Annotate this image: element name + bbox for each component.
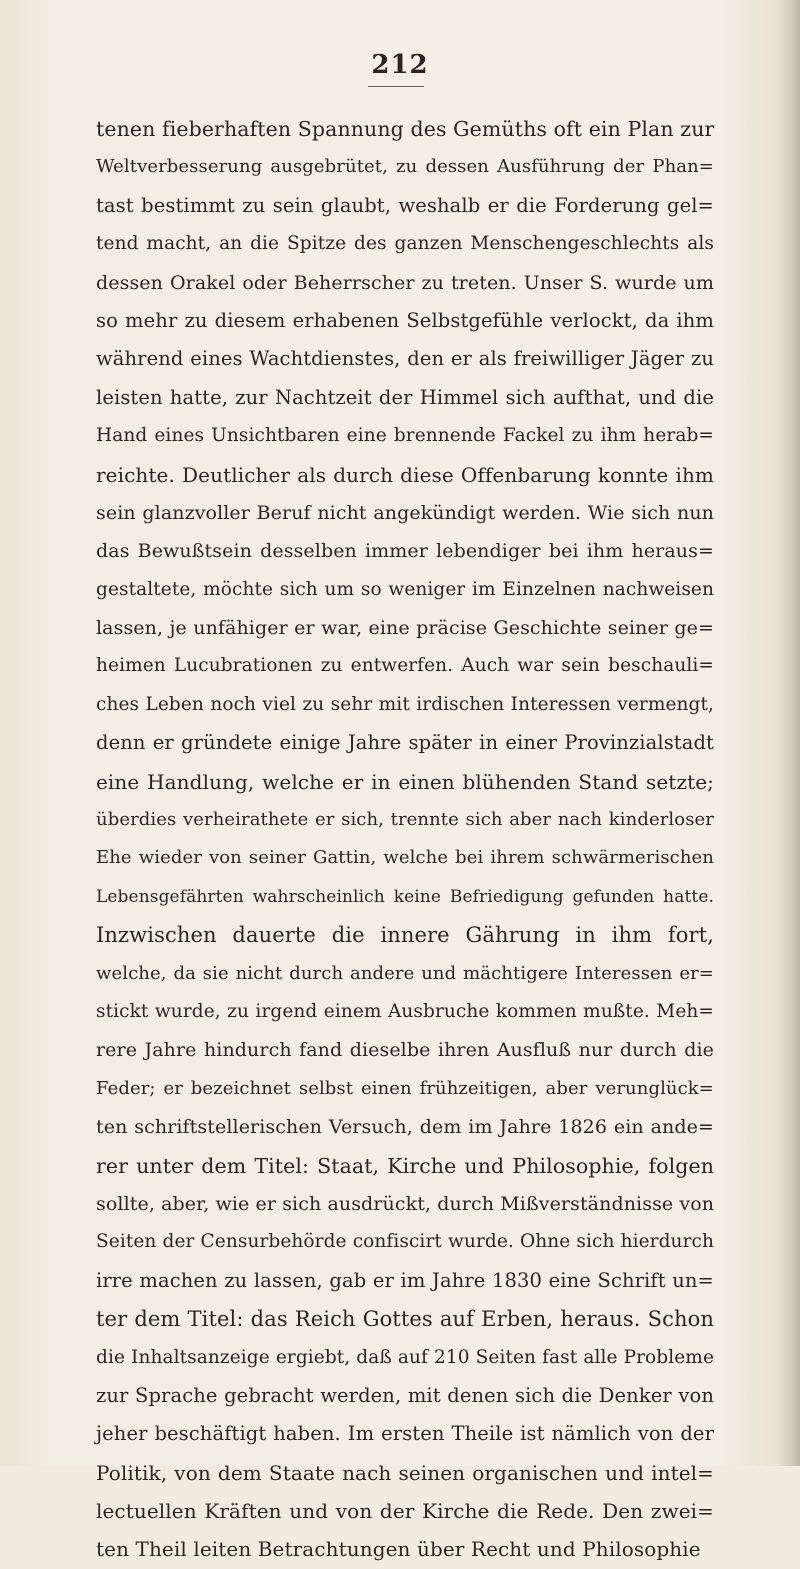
text-line: Lebensgefährten wahrscheinlich keine Befriedigung gefunden hatte. <box>96 886 714 907</box>
text-line: jeher beschäftigt haben. Im ersten Theile ist nämlich von der <box>96 1422 714 1446</box>
page-number-rule <box>368 86 424 87</box>
text-line: lectuellen Kräften und von der Kirche die Rede. Den zwei= <box>96 1499 714 1524</box>
body-text <box>96 110 714 1569</box>
text-line: die Inhaltsanzeige ergiebt, daß auf 210 Seiten fast alle Probleme <box>96 1346 714 1368</box>
text-line: stickt wurde, zu irgend einem Ausbruche kommen mußte. Meh= <box>96 1000 714 1022</box>
text-line: so mehr zu diesem erhabenen Selbstgefühle verlockt, da ihm <box>96 308 714 332</box>
text-line: heimen Lucubrationen zu entwerfen. Auch war sein beschauli= <box>96 655 714 677</box>
text-line: Weltverbesserung ausgebrütet, zu dessen Ausführung der Phan= <box>96 156 714 178</box>
text-line: Seiten der Censurbehörde confiscirt wurde. Ohne sich hierdurch <box>96 1231 714 1253</box>
text-line: zur Sprache gebracht werden, mit denen sich die Denker von <box>96 1383 714 1407</box>
text-line: ter dem Titel: das Reich Gottes auf Erben, heraus. Schon <box>96 1307 714 1332</box>
text-line: welche, da sie nicht durch andere und mächtigere Interessen er= <box>96 962 714 984</box>
text-line: sollte, aber, wie er sich ausdrückt, durch Mißverständnisse von <box>96 1192 715 1215</box>
text-line: ten Theil leiten Betrachtungen über Recht und Philosophie <box>96 1537 701 1562</box>
text-line: sein glanzvoller Beruf nicht angekündigt werden. Wie sich nun <box>96 501 714 524</box>
text-line: ches Leben noch viel zu sehr mit irdischen Interessen vermengt, <box>96 693 714 715</box>
text-line: gestaltete, möchte sich um so weniger im Einzelnen nachweisen <box>96 578 714 600</box>
text-line: leisten hatte, zur Nachtzeit der Himmel sich aufthat, und die <box>96 385 714 409</box>
text-line: denn er gründete einige Jahre später in einer Provinzialstadt <box>96 731 714 755</box>
text-line: Hand eines Unsichtbaren eine brennende Fackel zu ihm herab= <box>96 425 714 447</box>
text-line: Inzwischen dauerte die innere Gährung in ihm fort, <box>96 923 714 948</box>
text-line: rere Jahre hindurch fand dieselbe ihren Ausfluß nur durch die <box>96 1039 714 1062</box>
text-line: irre machen zu lassen, gab er im Jahre 1830 eine Schrift un= <box>96 1268 714 1292</box>
text-line: während eines Wachtdienstes, den er als freiwilliger Jäger zu <box>96 347 714 371</box>
text-line: rer unter dem Titel: Staat, Kirche und Philosophie, folgen <box>96 1153 714 1178</box>
text-line: Politik, von dem Staate nach seinen organischen und intel= <box>96 1460 714 1485</box>
text-line: ten schriftstellerischen Versuch, dem im Jahre 1826 ein ande= <box>96 1116 714 1139</box>
text-line: tast bestimmt zu sein glaubt, weshalb er die Forderung gel= <box>96 193 714 217</box>
text-line: eine Handlung, welche er in einen blühenden Stand setzte; <box>96 769 714 794</box>
text-line: lassen, je unfähiger er war, eine präcise Geschichte seiner ge= <box>96 617 714 640</box>
text-line: überdies verheirathete er sich, trennte sich aber nach kinderloser <box>96 809 714 831</box>
text-line: reichte. Deutlicher als durch diese Offenbarung konnte ihm <box>96 462 714 487</box>
page-edge-shadow <box>778 0 800 1466</box>
text-line: das Bewußtsein desselben immer lebendiger bei ihm heraus= <box>96 540 714 563</box>
text-line: Ehe wieder von seiner Gattin, welche bei ihrem schwärmerischen <box>96 847 714 869</box>
text-line: tend macht, an die Spitze des ganzen Menschengeschlechts als <box>96 233 714 255</box>
text-line: dessen Orakel oder Beherrscher zu treten. Unser S. wurde um <box>96 271 714 294</box>
text-line: Feder; er bezeichnet selbst einen frühzeitigen, aber verunglück= <box>96 1077 714 1099</box>
page-number: 212 <box>371 50 429 80</box>
text-line: tenen fieberhaften Spannung des Gemüths oft ein Plan zur <box>96 117 715 141</box>
